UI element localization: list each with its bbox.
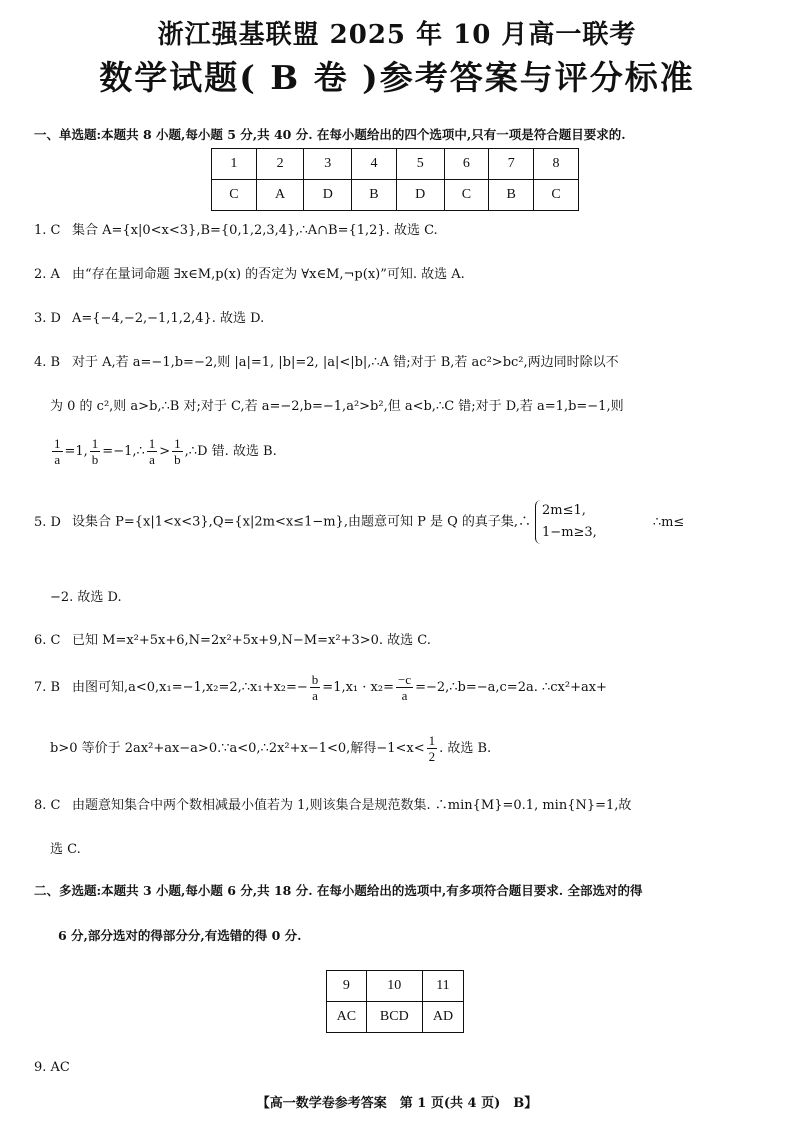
answer-7: 7. B 由图可知,a<0,x₁=−1,x₂=2,∴x₁+x₂=− $\frac{b}{a}$ =1,x₁ · x₂= $\frac{-c}{a}$ =−2,∴b=−a,c=2a. ∴cx²+ax+ [34,672,607,703]
section2-heading-line2: 6 分,部分选对的得部分分,有选错的得 0 分. [58,928,302,943]
fraction: $\frac{1}{a}$ [54,436,61,467]
table-cell: 8 [534,149,579,180]
table-cell: 6 [444,149,489,180]
answer-row [212,180,579,211]
table-cell: 11 [422,971,463,1002]
table-cell: C [444,180,489,211]
answer-5: 5. D 设集合 P={x|1<x<3},Q={x|2m<x≤1−m},由题意可知 P 是 Q 的真子集,∴ 2m≤1, 1−m≥3, ∴m≤ [34,500,684,544]
fraction: $\frac{1}{b}$ [91,436,99,467]
fraction: $\frac{b}{a}$ [311,672,319,703]
table-cell: AC [327,1002,367,1033]
table-cell: C [534,180,579,211]
answer-1: 1. C 集合 A={x|0<x<3},B={0,1,2,3,4},∴A∩B={1,2}. 故选 C. [34,223,438,238]
document-title: 数学试题( B 卷 )参考答案与评分标准 [99,58,695,97]
table-cell: 1 [212,149,257,180]
table-cell: C [212,180,257,211]
answer-table-1 [211,148,579,211]
table-cell: 4 [352,149,397,180]
answer-4-line2: 为 0 的 c²,则 a>b,∴B 对;对于 C,若 a=−2,b=−1,a²>b²,但 a<b,∴C 错;对于 D,若 a=1,b=−1,则 [50,399,624,414]
table-cell: 3 [304,149,352,180]
answer-2: 2. A 由“存在量词命题 ∃x∈M,p(x) 的否定为 ∀x∈M,¬p(x)”可知. 故选 A. [34,267,465,282]
table-cell: BCD [366,1002,422,1033]
table-cell: 10 [366,971,422,1002]
table-cell: B [489,180,534,211]
fraction: $\frac{1}{b}$ [174,436,181,467]
answer-row [327,1002,464,1033]
table-cell: A [256,180,304,211]
fraction: $\frac{-c}{a}$ [397,672,412,703]
exam-title: 浙江强基联盟 2025 年 10 月高一联考 [157,20,637,50]
table-cell: D [396,180,444,211]
answer-8: 8. C 由题意知集合中两个数相减最小值若为 1,则该集合是规范数集. ∴min{M}=0.1, min{N}=1,故 [34,798,632,813]
table-cell: 9 [327,971,367,1002]
question-number-row [212,149,579,180]
table-cell: 5 [396,149,444,180]
table-cell: 7 [489,149,534,180]
answer-table-2 [326,970,464,1033]
section2-heading: 二、多选题:本题共 3 小题,每小题 6 分,共 18 分. 在每小题给出的选项中,有多项符合题目要求. 全部选对的得 [34,883,643,898]
answer-5-line2: −2. 故选 D. [50,590,122,605]
answer-4: 4. B 对于 A,若 a=−1,b=−2,则 |a|=1, |b|=2, |a|<|b|,∴A 错;对于 B,若 ac²>bc²,两边同时除以不 [34,355,619,370]
fraction: $\frac{1}{a}$ [148,436,156,467]
page-footer: 【高一数学卷参考答案 第 1 页(共 4 页) B】 [256,1096,538,1111]
answer-4-line3: $\frac{1}{a}$ =1, $\frac{1}{b}$ =−1,∴ $\frac{1}{a}$ > $\frac{1}{b}$ ,∴D 错. 故选 B. [54,436,277,467]
table-cell: 2 [256,149,304,180]
answer-3: 3. D A={−4,−2,−1,1,2,4}. 故选 D. [34,311,265,326]
table-cell: AD [422,1002,463,1033]
answer-9: 9. AC [34,1060,70,1075]
question-number-row [327,971,464,1002]
table-cell: D [304,180,352,211]
inequality-system: 2m≤1, 1−m≥3, [535,500,597,544]
section1-heading: 一、单选题:本题共 8 小题,每小题 5 分,共 40 分. 在每小题给出的四个选项中,只有一项是符合题目要求的. [34,127,626,142]
answer-6: 6. C 已知 M=x²+5x+6,N=2x²+5x+9,N−M=x²+3>0. 故选 C. [34,633,431,648]
table-cell: B [352,180,397,211]
answer-8-line2: 选 C. [50,842,81,857]
fraction: $\frac{1}{2}$ [428,733,436,764]
answer-7-line2: b>0 等价于 2ax²+ax−a>0.∵a<0,∴2x²+x−1<0,解得−1<x< $\frac{1}{2}$ . 故选 B. [50,733,492,764]
